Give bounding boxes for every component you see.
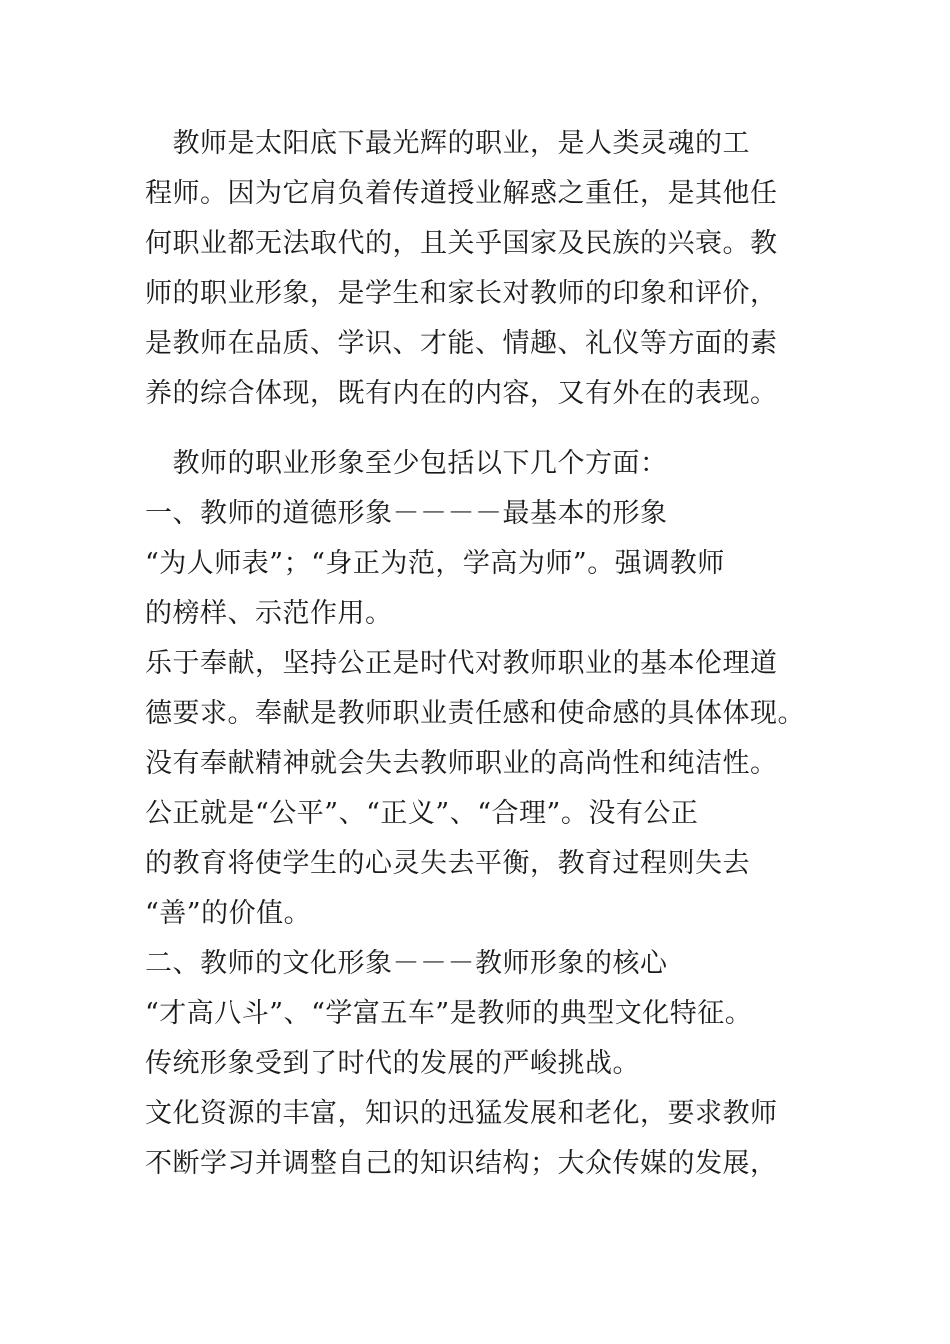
text-line: “才高八斗”、“学富五车”是教师的典型文化特征。 xyxy=(145,998,753,1029)
text-line: 没有奉献精神就会失去教师职业的高尚性和纯洁性。 xyxy=(145,748,778,779)
text-line: 的教育将使学生的心灵失去平衡，教育过程则失去 xyxy=(145,848,750,879)
text-line: 是教师在品质、学识、才能、情趣、礼仪等方面的素 xyxy=(145,328,778,359)
section-heading: 二、教师的文化形象－－－教师形象的核心 xyxy=(145,948,668,979)
text-line: 师的职业形象，是学生和家长对教师的印象和评价， xyxy=(145,278,778,309)
text-line: 不断学习并调整自己的知识结构；大众传媒的发展， xyxy=(145,1148,778,1179)
text-line: 公正就是“公平”、“正义”、“合理”。没有公正 xyxy=(145,798,699,829)
section-heading: 一、教师的道德形象－－－－最基本的形象 xyxy=(145,498,668,529)
text-line: 传统形象受到了时代的发展的严峻挑战。 xyxy=(145,1048,640,1079)
text-line: 何职业都无法取代的，且关乎国家及民族的兴衰。教 xyxy=(145,228,778,259)
text-line: 的榜样、示范作用。 xyxy=(145,598,393,629)
text-line: “为人师表”；“身正为范，学高为师”。强调教师 xyxy=(145,548,725,579)
text-line: “善”的价值。 xyxy=(145,898,312,929)
text-line: 程师。因为它肩负着传道授业解惑之重任，是其他任 xyxy=(145,178,778,209)
text-line: 教师是太阳底下最光辉的职业，是人类灵魂的工 xyxy=(145,128,750,159)
text-line: 文化资源的丰富，知识的迅猛发展和老化，要求教师 xyxy=(145,1098,778,1129)
section-intro: 教师的职业形象至少包括以下几个方面： xyxy=(145,448,668,479)
text-line: 养的综合体现，既有内在的内容，又有外在的表现。 xyxy=(145,378,778,409)
text-line: 乐于奉献，坚持公正是时代对教师职业的基本伦理道 xyxy=(145,648,778,679)
text-line: 德要求。奉献是教师职业责任感和使命感的具体体现。 xyxy=(145,698,805,729)
